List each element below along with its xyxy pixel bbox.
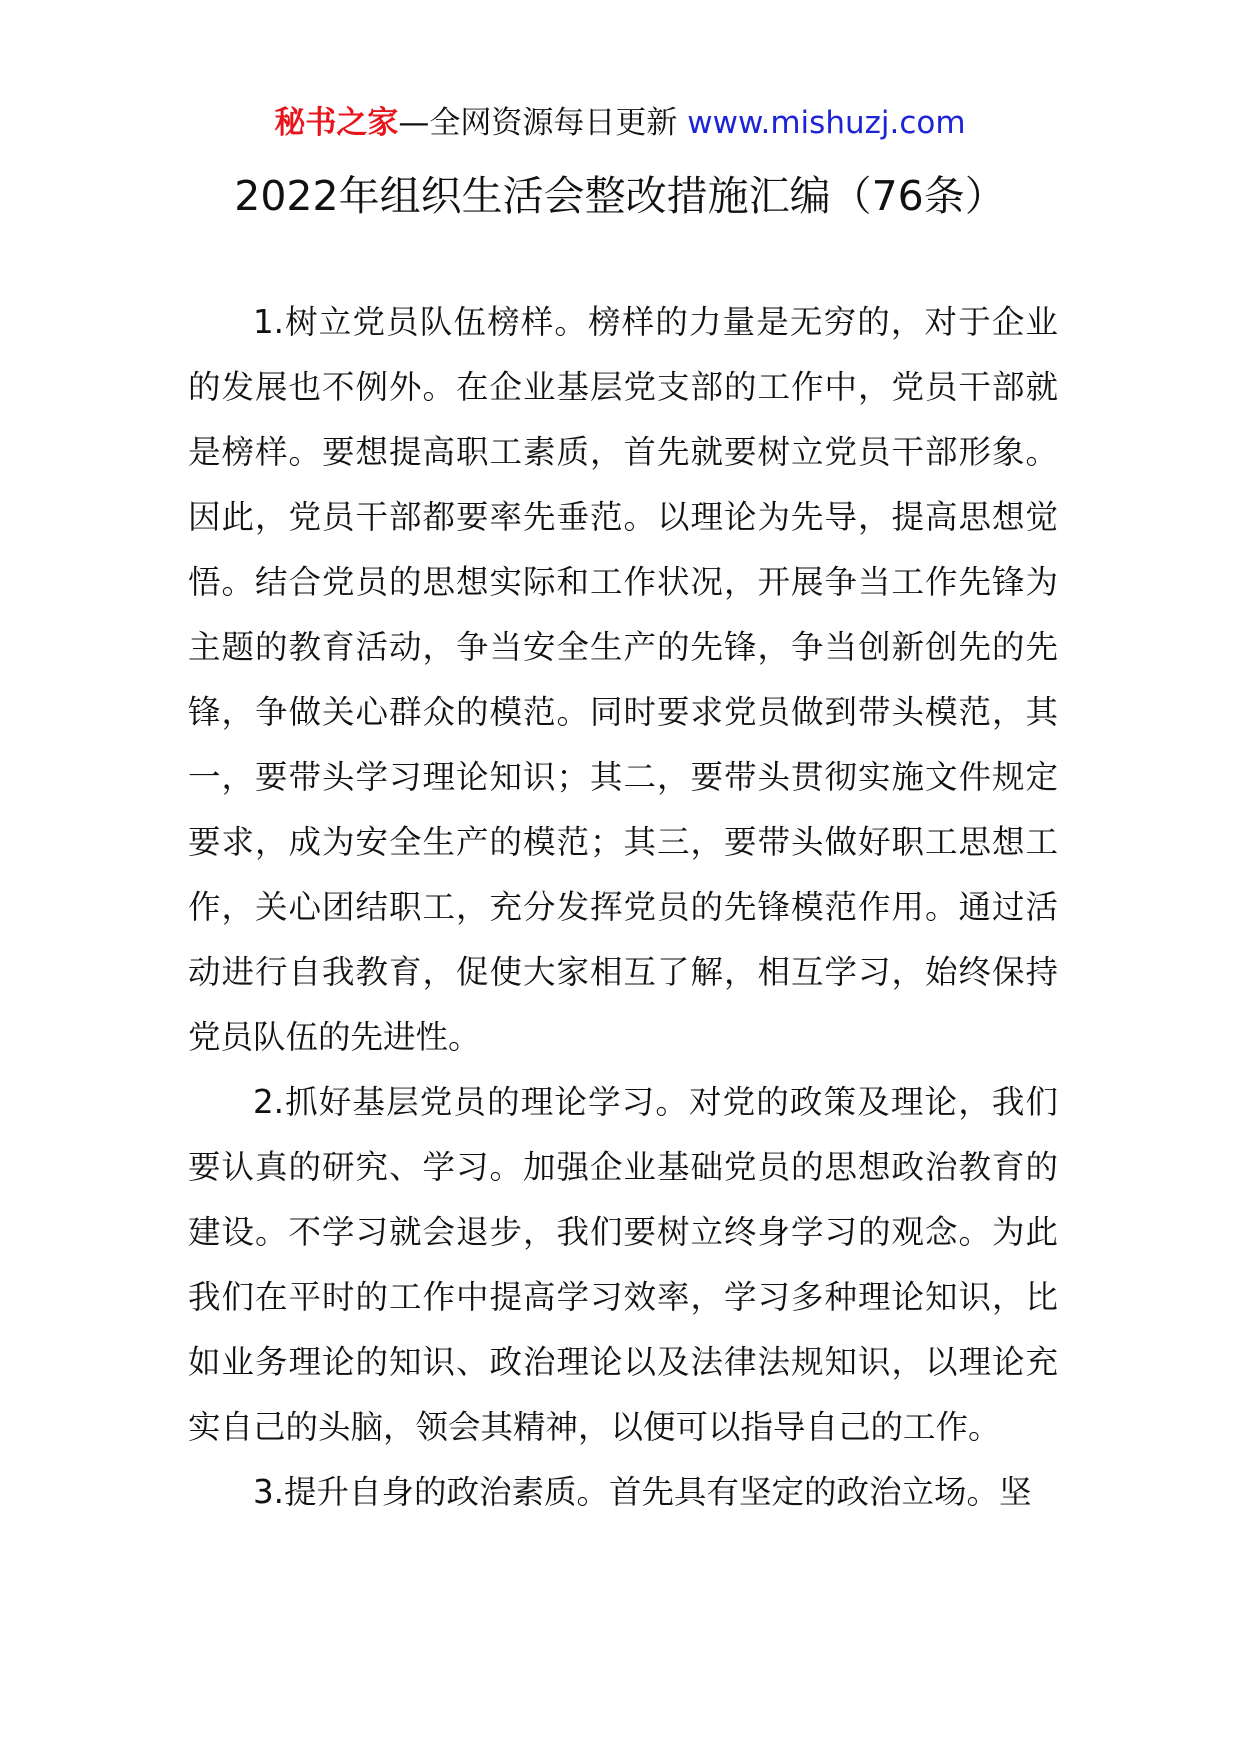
site-header: [0, 101, 1240, 145]
paragraph-1: 1.树立党员队伍榜样。榜样的力量是无穷的，对于企业的发展也不例外。在企业基层党支部的工作中，党员干部就是榜样。要想提高职工素质，首先就要树立党员干部形象。因此，党员干部都要率先垂范。以理论为先导，提高思想觉悟。结合党员的思想实际和工作状况，开展争当工作先锋为主题的教育活动，争当安全生产的先锋，争当创新创先的先锋，争做关心群众的模范。同时要求党员做到带头模范，其一，要带头学习理论知识；其二，要带头贯彻实施文件规定要求，成为安全生产的模范；其三，要带头做好职工思想工作，关心团结职工，充分发挥党员的先锋模范作用。通过活动进行自我教育，促使大家相互了解，相互学习，始终保持党员队伍的先进性。: [188, 303, 1058, 1056]
document-body: [188, 290, 1058, 1525]
paragraph-2: 2.抓好基层党员的理论学习。对党的政策及理论，我们要认真的研究、学习。加强企业基础党员的思想政治教育的建设。不学习就会退步，我们要树立终身学习的观念。为此我们在平时的工作中提高学习效率，学习多种理论知识，比如业务理论的知识、政治理论以及法律法规知识，以理论充实自己的头脑，领会其精神，以便可以指导自己的工作。: [188, 1083, 1058, 1446]
site-url-link[interactable]: www.mishuzj.com: [687, 105, 966, 141]
paragraph-3: 3.提升自身的政治素质。首先具有坚定的政治立场。坚: [253, 1473, 1032, 1511]
header-tagline: —全网资源每日更新: [398, 105, 688, 141]
document-title: 2022年组织生活会整改措施汇编（76条）: [234, 172, 1006, 220]
brand-name: 秘书之家: [274, 105, 399, 141]
